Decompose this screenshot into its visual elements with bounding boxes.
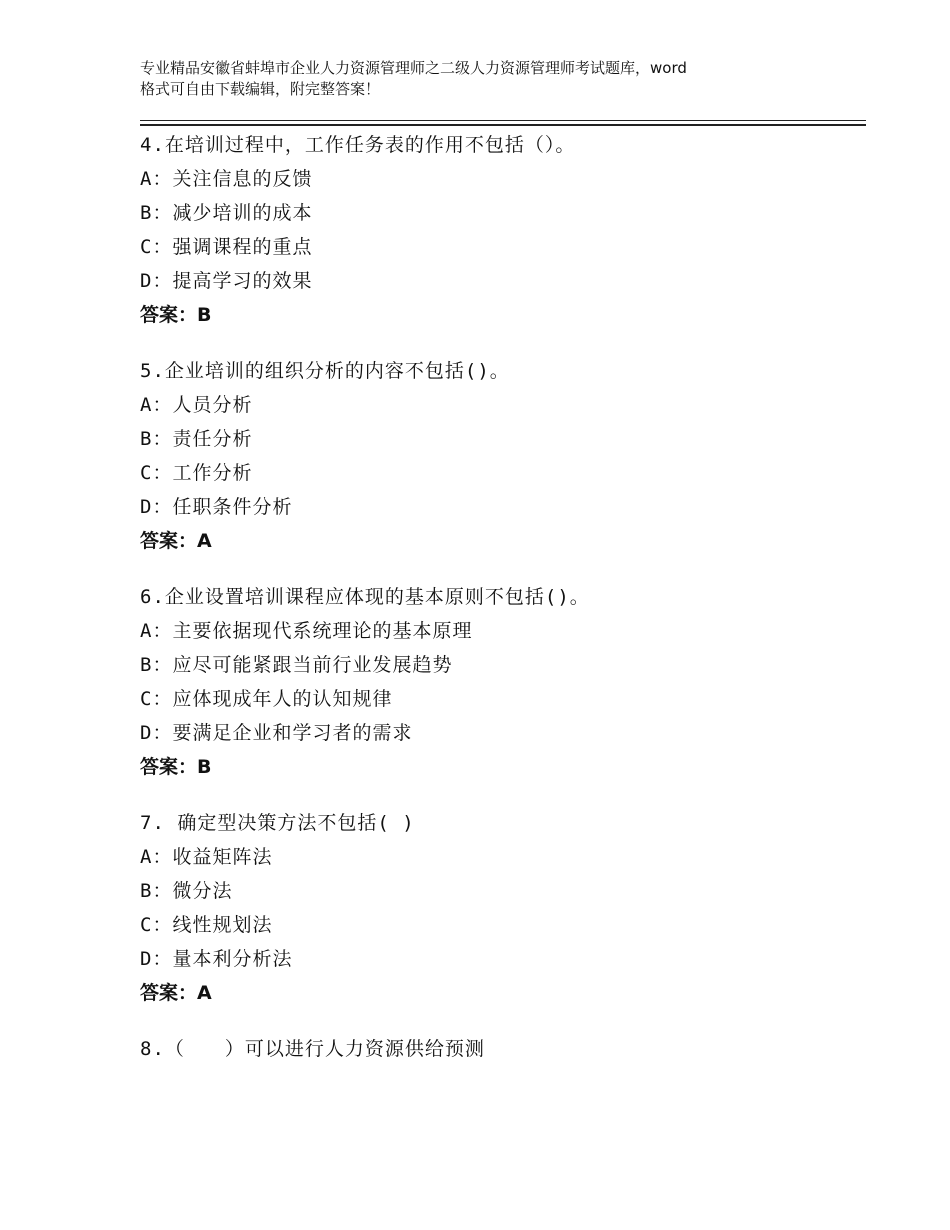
header-divider-thin (140, 120, 866, 121)
option-c: C：应体现成年人的认知规律 (140, 688, 393, 710)
answer-label: 答案：A (140, 982, 212, 1004)
question-8 (140, 1032, 860, 1066)
option-b: B：责任分析 (140, 428, 253, 450)
header-line-1: 专业精品安徽省蚌埠市企业人力资源管理师之二级人力资源管理师考试题库，word (140, 59, 687, 77)
answer-label: 答案：A (140, 530, 212, 552)
option-d: D：任职条件分析 (140, 496, 293, 518)
question-stem: 5.企业培训的组织分析的内容不包括()。 (140, 360, 510, 382)
option-d: D：量本利分析法 (140, 948, 293, 970)
question-stem: 7. 确定型决策方法不包括( ) (140, 812, 415, 834)
option-b: B：应尽可能紧跟当前行业发展趋势 (140, 654, 453, 676)
option-c: C：工作分析 (140, 462, 253, 484)
option-a: A：关注信息的反馈 (140, 168, 313, 190)
question-7 (140, 806, 860, 1010)
option-b: B：微分法 (140, 880, 233, 902)
option-c: C：线性规划法 (140, 914, 273, 936)
option-a: A：收益矩阵法 (140, 846, 273, 868)
question-stem: 6.企业设置培训课程应体现的基本原则不包括()。 (140, 586, 590, 608)
question-6 (140, 580, 860, 784)
question-stem: 8.（ ）可以进行人力资源供给预测 (140, 1038, 485, 1060)
option-b: B：减少培训的成本 (140, 202, 313, 224)
option-c: C：强调课程的重点 (140, 236, 313, 258)
header-divider-thick (140, 124, 866, 126)
option-d: D：要满足企业和学习者的需求 (140, 722, 413, 744)
option-d: D：提高学习的效果 (140, 270, 313, 292)
header-line-2: 格式可自由下载编辑，附完整答案！ (140, 80, 381, 98)
document-header (140, 58, 860, 100)
question-list (140, 128, 860, 1088)
question-4 (140, 128, 860, 332)
answer-label: 答案：B (140, 756, 212, 778)
question-stem: 4.在培训过程中，工作任务表的作用不包括（）。 (140, 134, 576, 156)
option-a: A：主要依据现代系统理论的基本原理 (140, 620, 473, 642)
option-a: A：人员分析 (140, 394, 253, 416)
answer-label: 答案：B (140, 304, 212, 326)
question-5 (140, 354, 860, 558)
